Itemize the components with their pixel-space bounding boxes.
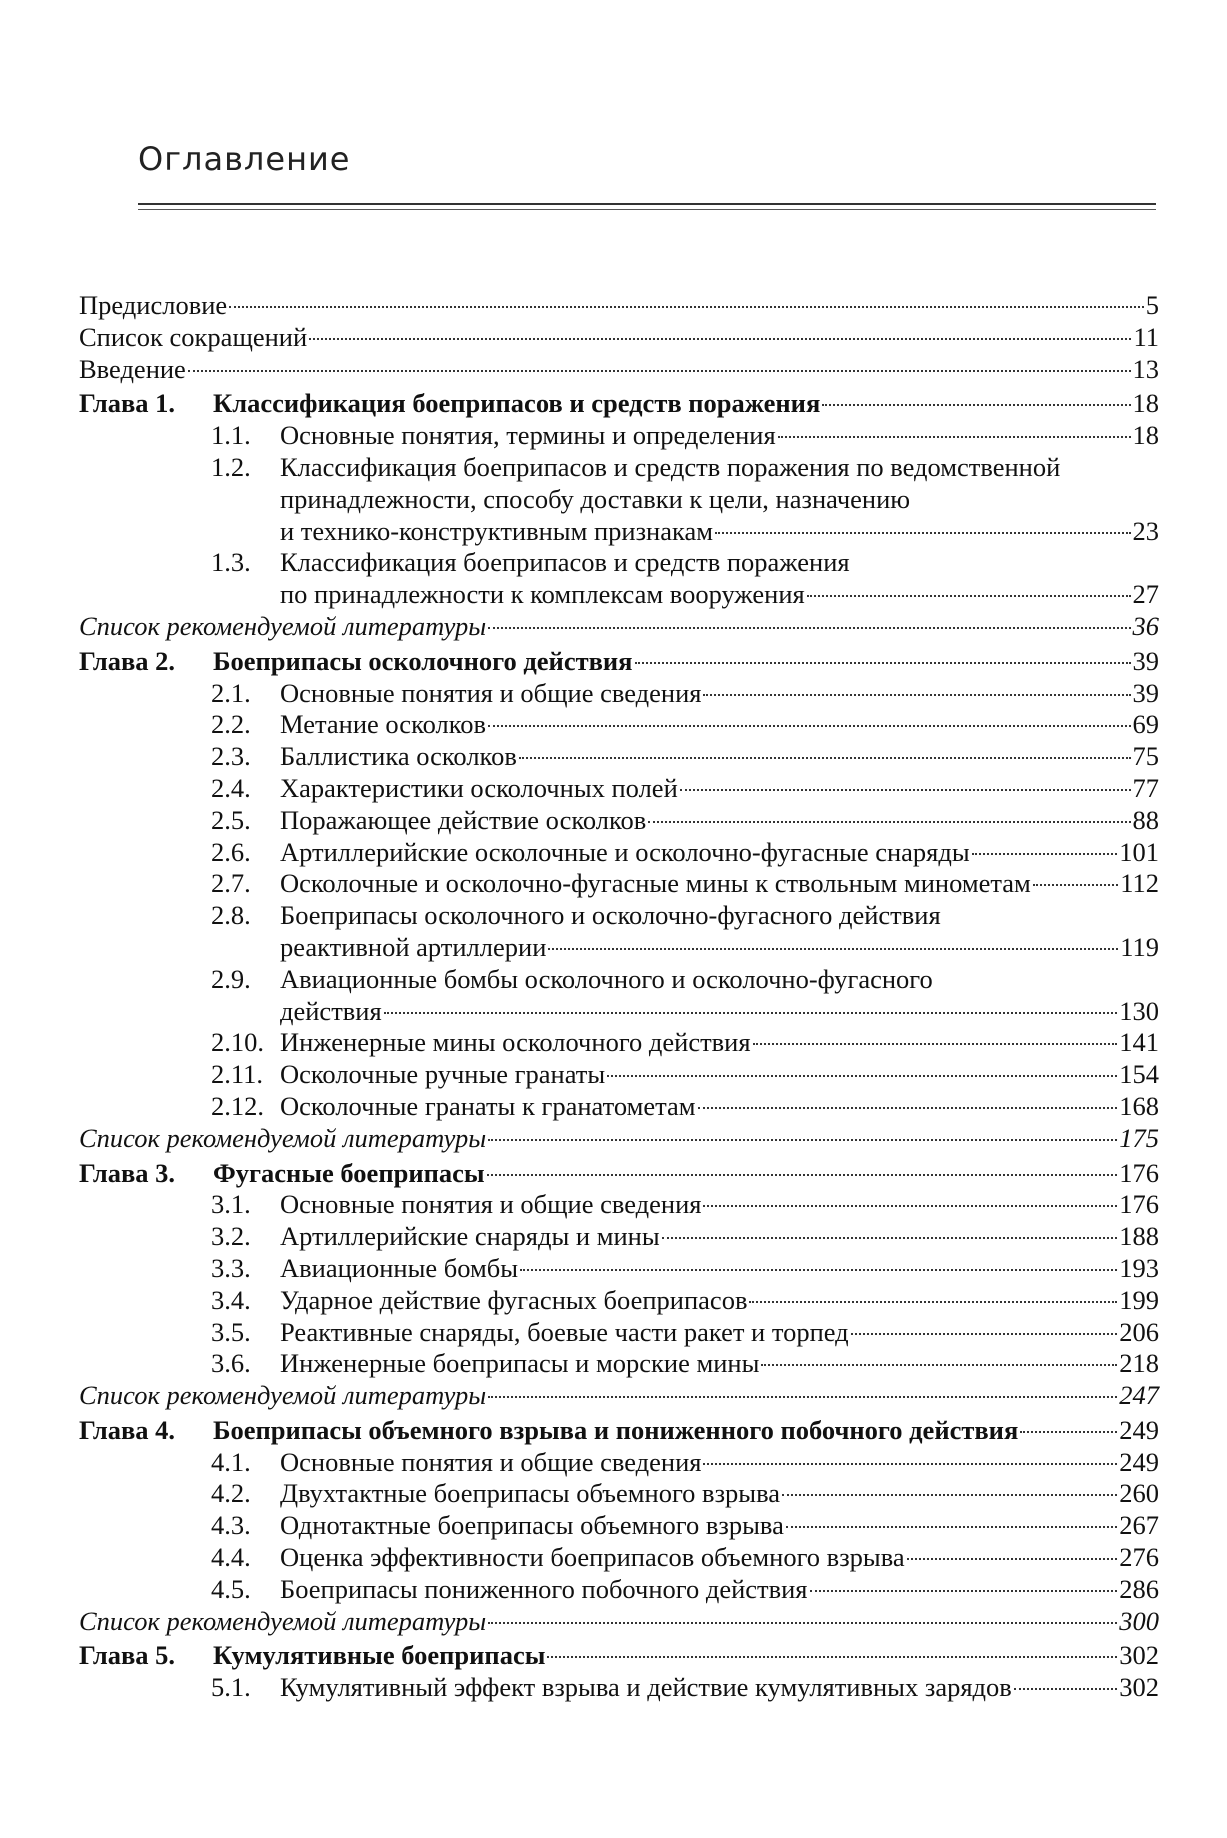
section-number: 2.4.	[211, 772, 251, 803]
entry-title: Основные понятия и общие сведения	[280, 1189, 702, 1220]
dot-leader	[851, 1333, 1118, 1335]
section-number: 1.3.	[211, 547, 251, 578]
toc-entry-section[interactable]	[79, 932, 1159, 964]
entry-title: Однотактные боеприпасы объемного взрыва	[280, 1510, 784, 1541]
dot-leader	[520, 1269, 1117, 1271]
entry-page-number: 18	[1132, 420, 1159, 451]
toc-entry-chapter[interactable]	[79, 1158, 1159, 1190]
toc-entry-section[interactable]	[79, 1027, 1159, 1059]
entry-page-number: 193	[1119, 1252, 1159, 1283]
toc-entry-section[interactable]	[79, 579, 1159, 611]
entry-page-number: 249	[1119, 1446, 1159, 1477]
section-number: 3.3.	[211, 1252, 251, 1283]
entry-page-number: 300	[1119, 1605, 1159, 1636]
dot-leader	[519, 757, 1131, 759]
entry-page-number: 176	[1119, 1157, 1159, 1188]
entry-title: Список рекомендуемой литературы	[79, 1380, 487, 1411]
section-number: 2.12.	[211, 1090, 264, 1121]
entry-page-number: 13	[1132, 353, 1159, 384]
entry-page-number: 101	[1119, 836, 1159, 867]
entry-page-number: 112	[1120, 868, 1159, 899]
entry-title: Боеприпасы осколочного и осколочно-фугасного действия	[280, 900, 941, 931]
title-rule-thin	[138, 209, 1156, 210]
section-number: 4.1.	[211, 1446, 251, 1477]
entry-title: Кумулятивные боеприпасы	[213, 1640, 546, 1671]
dot-leader	[488, 1396, 1117, 1398]
entry-page-number: 199	[1119, 1284, 1159, 1315]
entry-title: Осколочные ручные гранаты	[280, 1059, 606, 1090]
toc-entry-section[interactable]	[79, 1253, 1159, 1285]
dot-leader	[547, 1656, 1117, 1658]
dot-leader	[487, 1174, 1118, 1176]
toc-entry-literature[interactable]	[79, 1606, 1159, 1638]
dot-leader	[703, 1205, 1117, 1207]
dot-leader	[188, 370, 1131, 372]
dot-leader	[698, 1107, 1118, 1109]
section-number: 3.2.	[211, 1221, 251, 1252]
entry-page-number: 77	[1132, 772, 1159, 803]
section-number: 2.6.	[211, 836, 251, 867]
toc-entry-section-line	[79, 900, 1159, 932]
dot-leader	[786, 1526, 1117, 1528]
dot-leader	[907, 1558, 1118, 1560]
entry-title: Осколочные и осколочно-фугасные мины к ствольным минометам	[280, 868, 1031, 899]
entry-page-number: 175	[1119, 1122, 1159, 1153]
dot-leader	[488, 1622, 1117, 1624]
entry-title: Классификация боеприпасов и средств поражения	[213, 388, 821, 419]
section-number: 2.3.	[211, 741, 251, 772]
toc-entry-section[interactable]	[79, 420, 1159, 452]
toc-entry-section[interactable]	[79, 516, 1159, 548]
toc-entry-section[interactable]	[79, 1574, 1159, 1606]
entry-page-number: 39	[1132, 645, 1159, 676]
dot-leader	[229, 306, 1144, 308]
entry-title: Характеристики осколочных полей	[280, 772, 678, 803]
entry-page-number: 75	[1132, 741, 1159, 772]
section-number: 1.2.	[211, 451, 251, 482]
entry-page-number: 36	[1132, 610, 1159, 641]
toc-entry-literature[interactable]	[79, 611, 1159, 643]
entry-title: Основные понятия, термины и определения	[280, 420, 776, 451]
section-number: 2.9.	[211, 963, 251, 994]
entry-page-number: 69	[1132, 709, 1159, 740]
entry-page-number: 302	[1119, 1640, 1159, 1671]
entry-title: Осколочные гранаты к гранатометам	[280, 1090, 696, 1121]
chapter-label: Глава 4.	[79, 1414, 176, 1445]
entry-page-number: 88	[1132, 804, 1159, 835]
entry-title: Предисловие	[79, 290, 228, 320]
toc-entry-section[interactable]	[79, 1542, 1159, 1574]
entry-page-number: 130	[1119, 995, 1159, 1026]
toc-entry-front[interactable]	[79, 322, 1159, 354]
section-number: 2.8.	[211, 900, 251, 931]
section-number: 3.5.	[211, 1316, 251, 1347]
toc-entry-section[interactable]	[79, 805, 1159, 837]
toc-entry-section[interactable]	[79, 837, 1159, 869]
toc-entry-section[interactable]	[79, 1317, 1159, 1349]
dot-leader	[488, 627, 1130, 629]
entry-title: Двухтактные боеприпасы объемного взрыва	[280, 1478, 781, 1509]
entry-page-number: 188	[1119, 1221, 1159, 1252]
section-number: 4.2.	[211, 1478, 251, 1509]
entry-title: Фугасные боеприпасы	[213, 1157, 485, 1188]
entry-page-number: 267	[1119, 1510, 1159, 1541]
section-number: 1.1.	[211, 420, 251, 451]
entry-page-number: 276	[1119, 1542, 1159, 1573]
entry-title: Список рекомендуемой литературы	[79, 1605, 487, 1636]
toc-entry-section[interactable]	[79, 1447, 1159, 1479]
dot-leader	[972, 853, 1118, 855]
chapter-label: Глава 3.	[79, 1157, 176, 1188]
page-title: Оглавление	[138, 140, 351, 178]
entry-title: Основные понятия и общие сведения	[280, 1446, 702, 1477]
toc-entry-section-line	[79, 547, 1159, 579]
dot-leader	[635, 662, 1131, 664]
entry-title: по принадлежности к комплексам вооружения	[280, 579, 805, 610]
dot-leader	[662, 1237, 1118, 1239]
toc-entry-chapter[interactable]	[79, 1640, 1159, 1672]
dot-leader	[1033, 884, 1118, 886]
dot-leader	[749, 1301, 1117, 1303]
entry-title: Кумулятивный эффект взрыва и действие кумулятивных зарядов	[280, 1672, 1012, 1703]
entry-page-number: 206	[1119, 1316, 1159, 1347]
entry-page-number: 18	[1132, 388, 1159, 419]
entry-page-number: 23	[1132, 515, 1159, 546]
toc-entry-section[interactable]	[79, 678, 1159, 710]
entry-title: Ударное действие фугасных боеприпасов	[280, 1284, 748, 1315]
entry-page-number: 247	[1119, 1380, 1159, 1411]
entry-title: и технико-конструктивным признакам	[280, 515, 714, 546]
chapter-label: Глава 5.	[79, 1640, 176, 1671]
entry-title: Боеприпасы объемного взрыва и пониженного побочного действия	[213, 1414, 1019, 1445]
dot-leader	[778, 436, 1131, 438]
entry-title: Список рекомендуемой литературы	[79, 610, 487, 641]
dot-leader	[715, 532, 1130, 534]
entry-title: Введение	[79, 353, 186, 384]
toc-entry-literature[interactable]	[79, 1123, 1159, 1155]
toc-entry-section[interactable]	[79, 1672, 1159, 1704]
toc-entry-chapter[interactable]	[79, 1415, 1159, 1447]
section-number: 4.5.	[211, 1573, 251, 1604]
dot-leader	[488, 725, 1130, 727]
toc-entry-section-line	[79, 484, 1159, 516]
entry-page-number: 168	[1119, 1090, 1159, 1121]
dot-leader	[810, 1590, 1118, 1592]
section-number: 2.11.	[211, 1059, 264, 1090]
toc-entry-section[interactable]	[79, 1189, 1159, 1221]
section-number: 3.6.	[211, 1348, 251, 1379]
entry-page-number: 176	[1119, 1189, 1159, 1220]
dot-leader	[309, 338, 1131, 340]
entry-title: Инженерные мины осколочного действия	[280, 1027, 751, 1058]
dot-leader	[782, 1494, 1117, 1496]
entry-title: Баллистика осколков	[280, 741, 517, 772]
section-number: 2.5.	[211, 804, 251, 835]
entry-title: Артиллерийские снаряды и мины	[280, 1221, 660, 1252]
toc-entry-section[interactable]	[79, 709, 1159, 741]
toc-entry-section-line	[79, 452, 1159, 484]
entry-title: Классификация боеприпасов и средств поражения по ведомственной	[280, 451, 1061, 482]
toc-entry-section[interactable]	[79, 868, 1159, 900]
entry-page-number: 302	[1119, 1672, 1159, 1703]
entry-page-number: 5	[1145, 290, 1159, 320]
toc-entry-section[interactable]	[79, 1221, 1159, 1253]
dot-leader	[1014, 1688, 1117, 1690]
toc-entry-section[interactable]	[79, 996, 1159, 1028]
entry-page-number: 119	[1120, 931, 1159, 962]
toc-entry-section[interactable]	[79, 1510, 1159, 1542]
toc-entry-section[interactable]	[79, 773, 1159, 805]
entry-title: Список сокращений	[79, 321, 308, 352]
dot-leader	[548, 948, 1118, 950]
toc-entry-section-line	[79, 964, 1159, 996]
toc-entry-front[interactable]	[79, 354, 1159, 386]
toc-entry-chapter[interactable]	[79, 646, 1159, 678]
entry-page-number: 39	[1132, 677, 1159, 708]
dot-leader	[648, 821, 1130, 823]
section-number: 3.1.	[211, 1189, 251, 1220]
dot-leader	[807, 595, 1131, 597]
entry-page-number: 286	[1119, 1573, 1159, 1604]
dot-leader	[703, 1463, 1117, 1465]
entry-page-number: 154	[1119, 1059, 1159, 1090]
section-number: 5.1.	[211, 1672, 251, 1703]
section-number: 2.2.	[211, 709, 251, 740]
toc-entry-section[interactable]	[79, 1091, 1159, 1123]
dot-leader	[761, 1364, 1117, 1366]
toc-entry-literature[interactable]	[79, 1380, 1159, 1412]
entry-title: Классификация боеприпасов и средств поражения	[280, 547, 850, 578]
toc-entry-section[interactable]	[79, 741, 1159, 773]
entry-page-number: 260	[1119, 1478, 1159, 1509]
section-number: 2.1.	[211, 677, 251, 708]
entry-title: Авиационные бомбы осколочного и осколочно-фугасного	[280, 963, 933, 994]
entry-title: Оценка эффективности боеприпасов объемного взрыва	[280, 1542, 905, 1573]
entry-title: Метание осколков	[280, 709, 487, 740]
entry-title: Артиллерийские осколочные и осколочно-фугасные снаряды	[280, 836, 970, 867]
entry-page-number: 141	[1119, 1027, 1159, 1058]
entry-title: Реактивные снаряды, боевые части ракет и торпед	[280, 1316, 849, 1347]
entry-page-number: 27	[1132, 579, 1159, 610]
entry-page-number: 11	[1133, 321, 1159, 352]
toc-entry-section[interactable]	[79, 1059, 1159, 1091]
toc-entry-section[interactable]	[79, 1285, 1159, 1317]
dot-leader	[607, 1075, 1117, 1077]
dot-leader	[384, 1012, 1118, 1014]
dot-leader	[488, 1139, 1117, 1141]
toc-entry-section[interactable]	[79, 1478, 1159, 1510]
entry-title: Список рекомендуемой литературы	[79, 1122, 487, 1153]
section-number: 4.4.	[211, 1542, 251, 1573]
section-number: 4.3.	[211, 1510, 251, 1541]
entry-title: принадлежности, способу доставки к цели, назначению	[280, 483, 911, 514]
section-number: 2.10.	[211, 1027, 264, 1058]
entry-title: Боеприпасы осколочного действия	[213, 645, 633, 676]
table-of-contents	[79, 290, 1159, 1704]
toc-entry-front[interactable]	[79, 290, 1159, 322]
entry-page-number: 218	[1119, 1348, 1159, 1379]
dot-leader	[680, 789, 1131, 791]
title-rule-thick	[138, 203, 1156, 205]
dot-leader	[703, 694, 1130, 696]
entry-title: Авиационные бомбы	[280, 1252, 519, 1283]
entry-title: Боеприпасы пониженного побочного действия	[280, 1573, 808, 1604]
toc-entry-chapter[interactable]	[79, 388, 1159, 420]
toc-entry-section[interactable]	[79, 1348, 1159, 1380]
dot-leader	[753, 1043, 1118, 1045]
entry-title: Инженерные боеприпасы и морские мины	[280, 1348, 760, 1379]
entry-title: Основные понятия и общие сведения	[280, 677, 702, 708]
chapter-label: Глава 2.	[79, 645, 176, 676]
chapter-label: Глава 1.	[79, 388, 176, 419]
entry-title: Поражающее действие осколков	[280, 804, 647, 835]
entry-title: действия	[280, 995, 382, 1026]
dot-leader	[822, 404, 1130, 406]
section-number: 2.7.	[211, 868, 251, 899]
entry-page-number: 249	[1119, 1414, 1159, 1445]
entry-title: реактивной артиллерии	[280, 931, 547, 962]
section-number: 3.4.	[211, 1284, 251, 1315]
dot-leader	[1020, 1431, 1117, 1433]
